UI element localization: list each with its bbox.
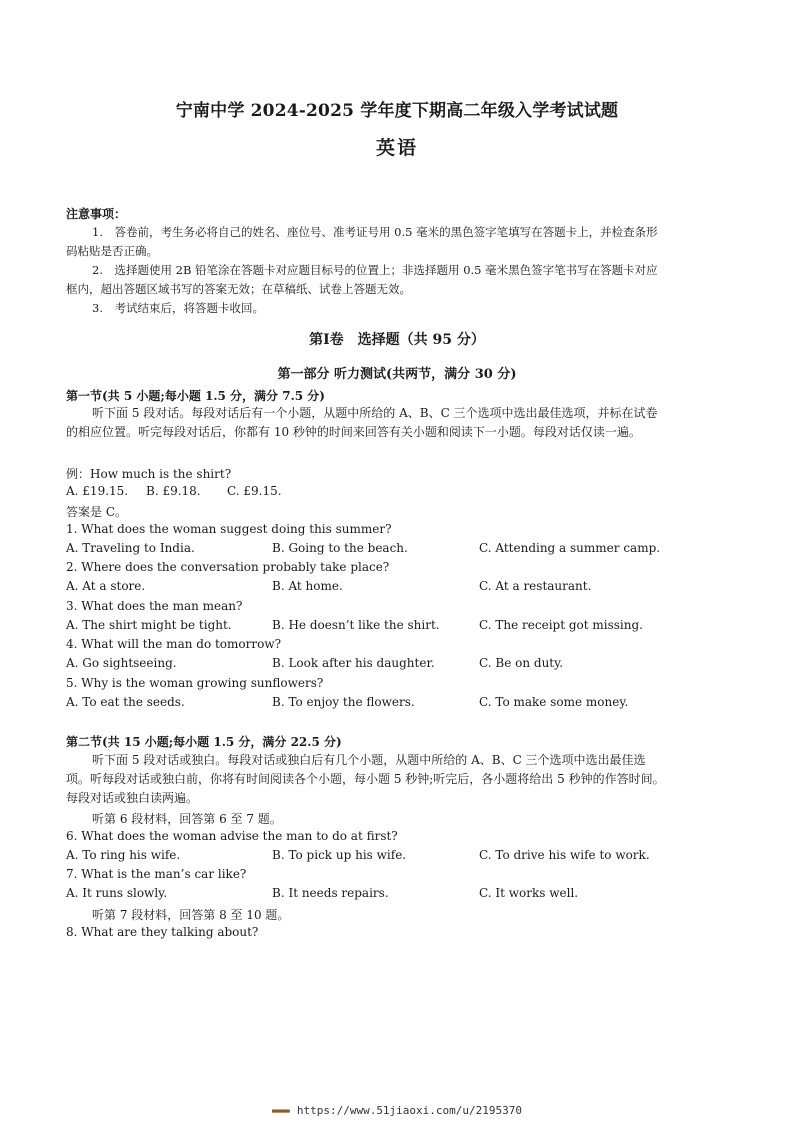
q5-option-c: C. To make some money. (479, 695, 629, 709)
footer-url (0, 1104, 794, 1117)
footer-link[interactable]: https://www.51jiaoxi.com/u/2195370 (296, 1104, 523, 1117)
notice-item: 1. 答卷前，考生务必将自己的姓名、座位号、准考证号用 0.5 毫米的黑色签字笔填写在答题卡上，并检查条形码粘贴是否正确。 (66, 225, 658, 258)
section2-heading: 第二节(共 15 小题;每小题 1.5 分，满分 22.5 分) (66, 735, 342, 749)
q1-option-b: B. Going to the beach. (272, 541, 408, 555)
notice-item: 2. 选择题使用 2B 铅笔涂在答题卡对应题目标号的位置上；非选择题用 0.5 毫米黑色签字笔书写在答题卡对应框内，超出答题区域书写的答案无效；在草稿纸、试卷上答题无效。 (66, 263, 658, 296)
q2-option-c: C. At a restaurant. (479, 579, 592, 593)
q7-option-a: A. It runs slowly. (66, 886, 168, 900)
q3-option-a: A. The shirt might be tight. (66, 618, 232, 632)
q5-option-b: B. To enjoy the flowers. (272, 695, 415, 709)
footer-marks: ▬▬▬ (271, 1104, 289, 1117)
q2-option-b: B. At home. (272, 579, 343, 593)
section1-instructions (66, 404, 666, 442)
q1-option-c: C. Attending a summer camp. (479, 541, 661, 555)
exam-subject: 英语 (375, 137, 418, 159)
question-8: 8. What are they talking about? (66, 925, 259, 939)
part-title: 第一部分 听力测试(共两节，满分 30 分) (277, 367, 517, 382)
example-answer: 答案是 C。 (66, 505, 127, 519)
q2-option-a: A. At a store. (66, 579, 146, 593)
instructions-text: 听下面 5 段对话或独白。每段对话或独白后有几个小题，从题中所给的 A、B、C 三个选项中选出最佳选项。听每段对话或独白前，你将有时间阅读各个小题，每小题 5 秒钟;听完后，各小题将给出 5 秒钟的作答时间。每段对话或独白读两遍。 (66, 753, 665, 805)
volume-title: 第Ⅰ卷 选择题（共 95 分） (309, 332, 485, 348)
q7-option-c: C. It works well. (479, 886, 579, 900)
group-6-note: 听第 6 段材料，回答第 6 至 7 题。 (92, 812, 282, 826)
question-6: 6. What does the woman advise the man to do at first? (66, 829, 398, 843)
q6-option-a: A. To ring his wife. (66, 848, 181, 862)
question-1: 1. What does the woman suggest doing this summer? (66, 522, 392, 536)
q1-option-a: A. Traveling to India. (66, 541, 195, 555)
example-option-a: A. £19.15. (66, 484, 129, 498)
question-2: 2. Where does the conversation probably take place? (66, 560, 390, 574)
q4-option-b: B. Look after his daughter. (272, 656, 435, 670)
question-5: 5. Why is the woman growing sunflowers? (66, 676, 324, 690)
question-4: 4. What will the man do tomorrow? (66, 637, 282, 651)
notice-heading: 注意事项： (66, 207, 127, 221)
example-option-b: B. £9.18. (146, 484, 201, 498)
q4-option-a: A. Go sightseeing. (66, 656, 177, 670)
notice-item: 3. 考试结束后，将答题卡收回。 (92, 301, 264, 315)
q3-option-c: C. The receipt got missing. (479, 618, 643, 632)
notice-list (66, 223, 666, 318)
q5-option-a: A. To eat the seeds. (66, 695, 185, 709)
group-7-note: 听第 7 段材料，回答第 8 至 10 题。 (92, 908, 290, 922)
question-7: 7. What is the man’s car like? (66, 867, 247, 881)
question-3: 3. What does the man mean? (66, 599, 243, 613)
instructions-text: 听下面 5 段对话。每段对话后有一个小题，从题中所给的 A、B、C 三个选项中选出最佳选项，并标在试卷的相应位置。听完每段对话后，你都有 10 秒钟的时间来回答有关小题和阅读下一小题。每段对话仅读一遍。 (66, 406, 658, 439)
q6-option-b: B. To pick up his wife. (272, 848, 407, 862)
section2-instructions (66, 751, 666, 808)
q4-option-c: C. Be on duty. (479, 656, 564, 670)
section1-heading: 第一节(共 5 小题;每小题 1.5 分，满分 7.5 分) (66, 389, 325, 403)
example-option-c: C. £9.15. (227, 484, 282, 498)
exam-title: 宁南中学 2024-2025 学年度下期高二年级入学考试试题 (175, 101, 619, 121)
example-question: 例：How much is the shirt? (66, 467, 232, 481)
q7-option-b: B. It needs repairs. (272, 886, 389, 900)
q3-option-b: B. He doesn’t like the shirt. (272, 618, 440, 632)
q6-option-c: C. To drive his wife to work. (479, 848, 650, 862)
